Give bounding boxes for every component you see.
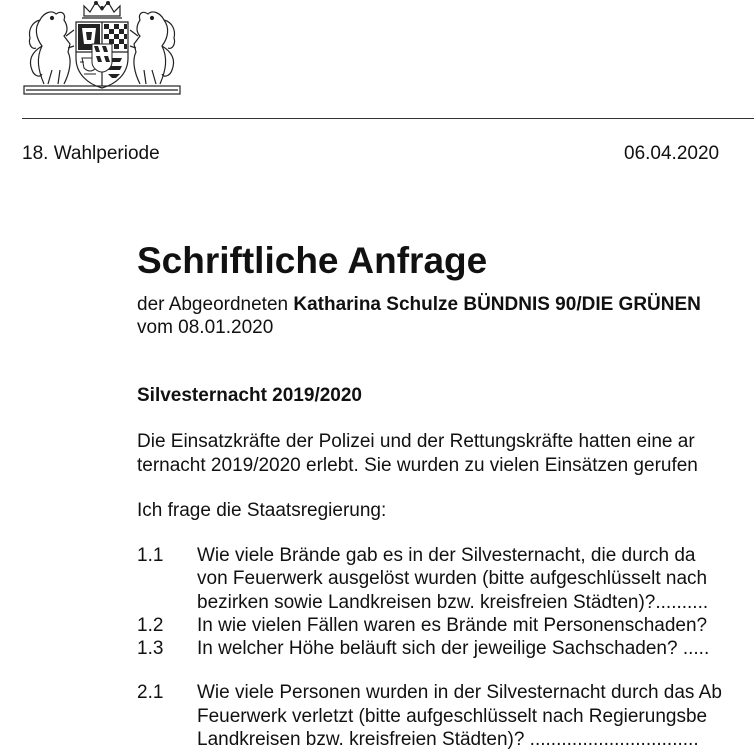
question-number: 1.2 bbox=[137, 615, 164, 636]
question-text: In welcher Höhe beläuft sich der jeweilige Sachschaden? ..... bbox=[197, 638, 710, 659]
question-text: In wie vielen Fällen waren es Brände mit Personenschaden? bbox=[197, 615, 708, 636]
question-text: Wie viele Brände gab es in der Silvesternacht, die durch da bbox=[197, 545, 696, 566]
document-title: Schriftliche Anfrage bbox=[137, 240, 488, 281]
question-number: 2.1 bbox=[137, 682, 164, 703]
question-lead: Ich frage die Staatsregierung: bbox=[137, 500, 387, 521]
intro-line: Die Einsatzkräfte der Polizei und der Rettungskräfte hatten eine ar bbox=[137, 431, 695, 452]
question-text: bezirken sowie Landkreisen bzw. kreisfreien Städten)?.......... bbox=[197, 592, 709, 613]
intro-line: ternacht 2019/2020 erlebt. Sie wurden zu vielen Einsätzen gerufen bbox=[137, 455, 698, 476]
question-text: von Feuerwerk ausgelöst wurden (bitte aufgeschlüsselt nach bbox=[197, 568, 708, 589]
question-text: Wie viele Personen wurden in der Silvesternacht durch das Ab bbox=[197, 682, 722, 703]
subject-heading: Silvesternacht 2019/2020 bbox=[137, 385, 362, 406]
question-number: 1.1 bbox=[137, 545, 164, 566]
legislative-period: 18. Wahlperiode bbox=[22, 143, 160, 164]
question-text: Landkreisen bzw. kreisfreien Städten)? ................................ bbox=[197, 729, 699, 750]
coat-of-arms-icon bbox=[22, 0, 182, 98]
author-prefix: der Abgeordneten bbox=[137, 294, 294, 315]
submission-date: vom 08.01.2020 bbox=[137, 317, 274, 338]
question-text: Feuerwerk verletzt (bitte aufgeschlüsselt nach Regierungsbe bbox=[197, 706, 708, 727]
question-number: 1.3 bbox=[137, 638, 164, 659]
author-name: Katharina Schulze BÜNDNIS 90/DIE GRÜNEN bbox=[293, 294, 701, 315]
header-divider bbox=[22, 118, 754, 119]
document-date: 06.04.2020 bbox=[624, 143, 720, 164]
author-line bbox=[137, 294, 701, 316]
